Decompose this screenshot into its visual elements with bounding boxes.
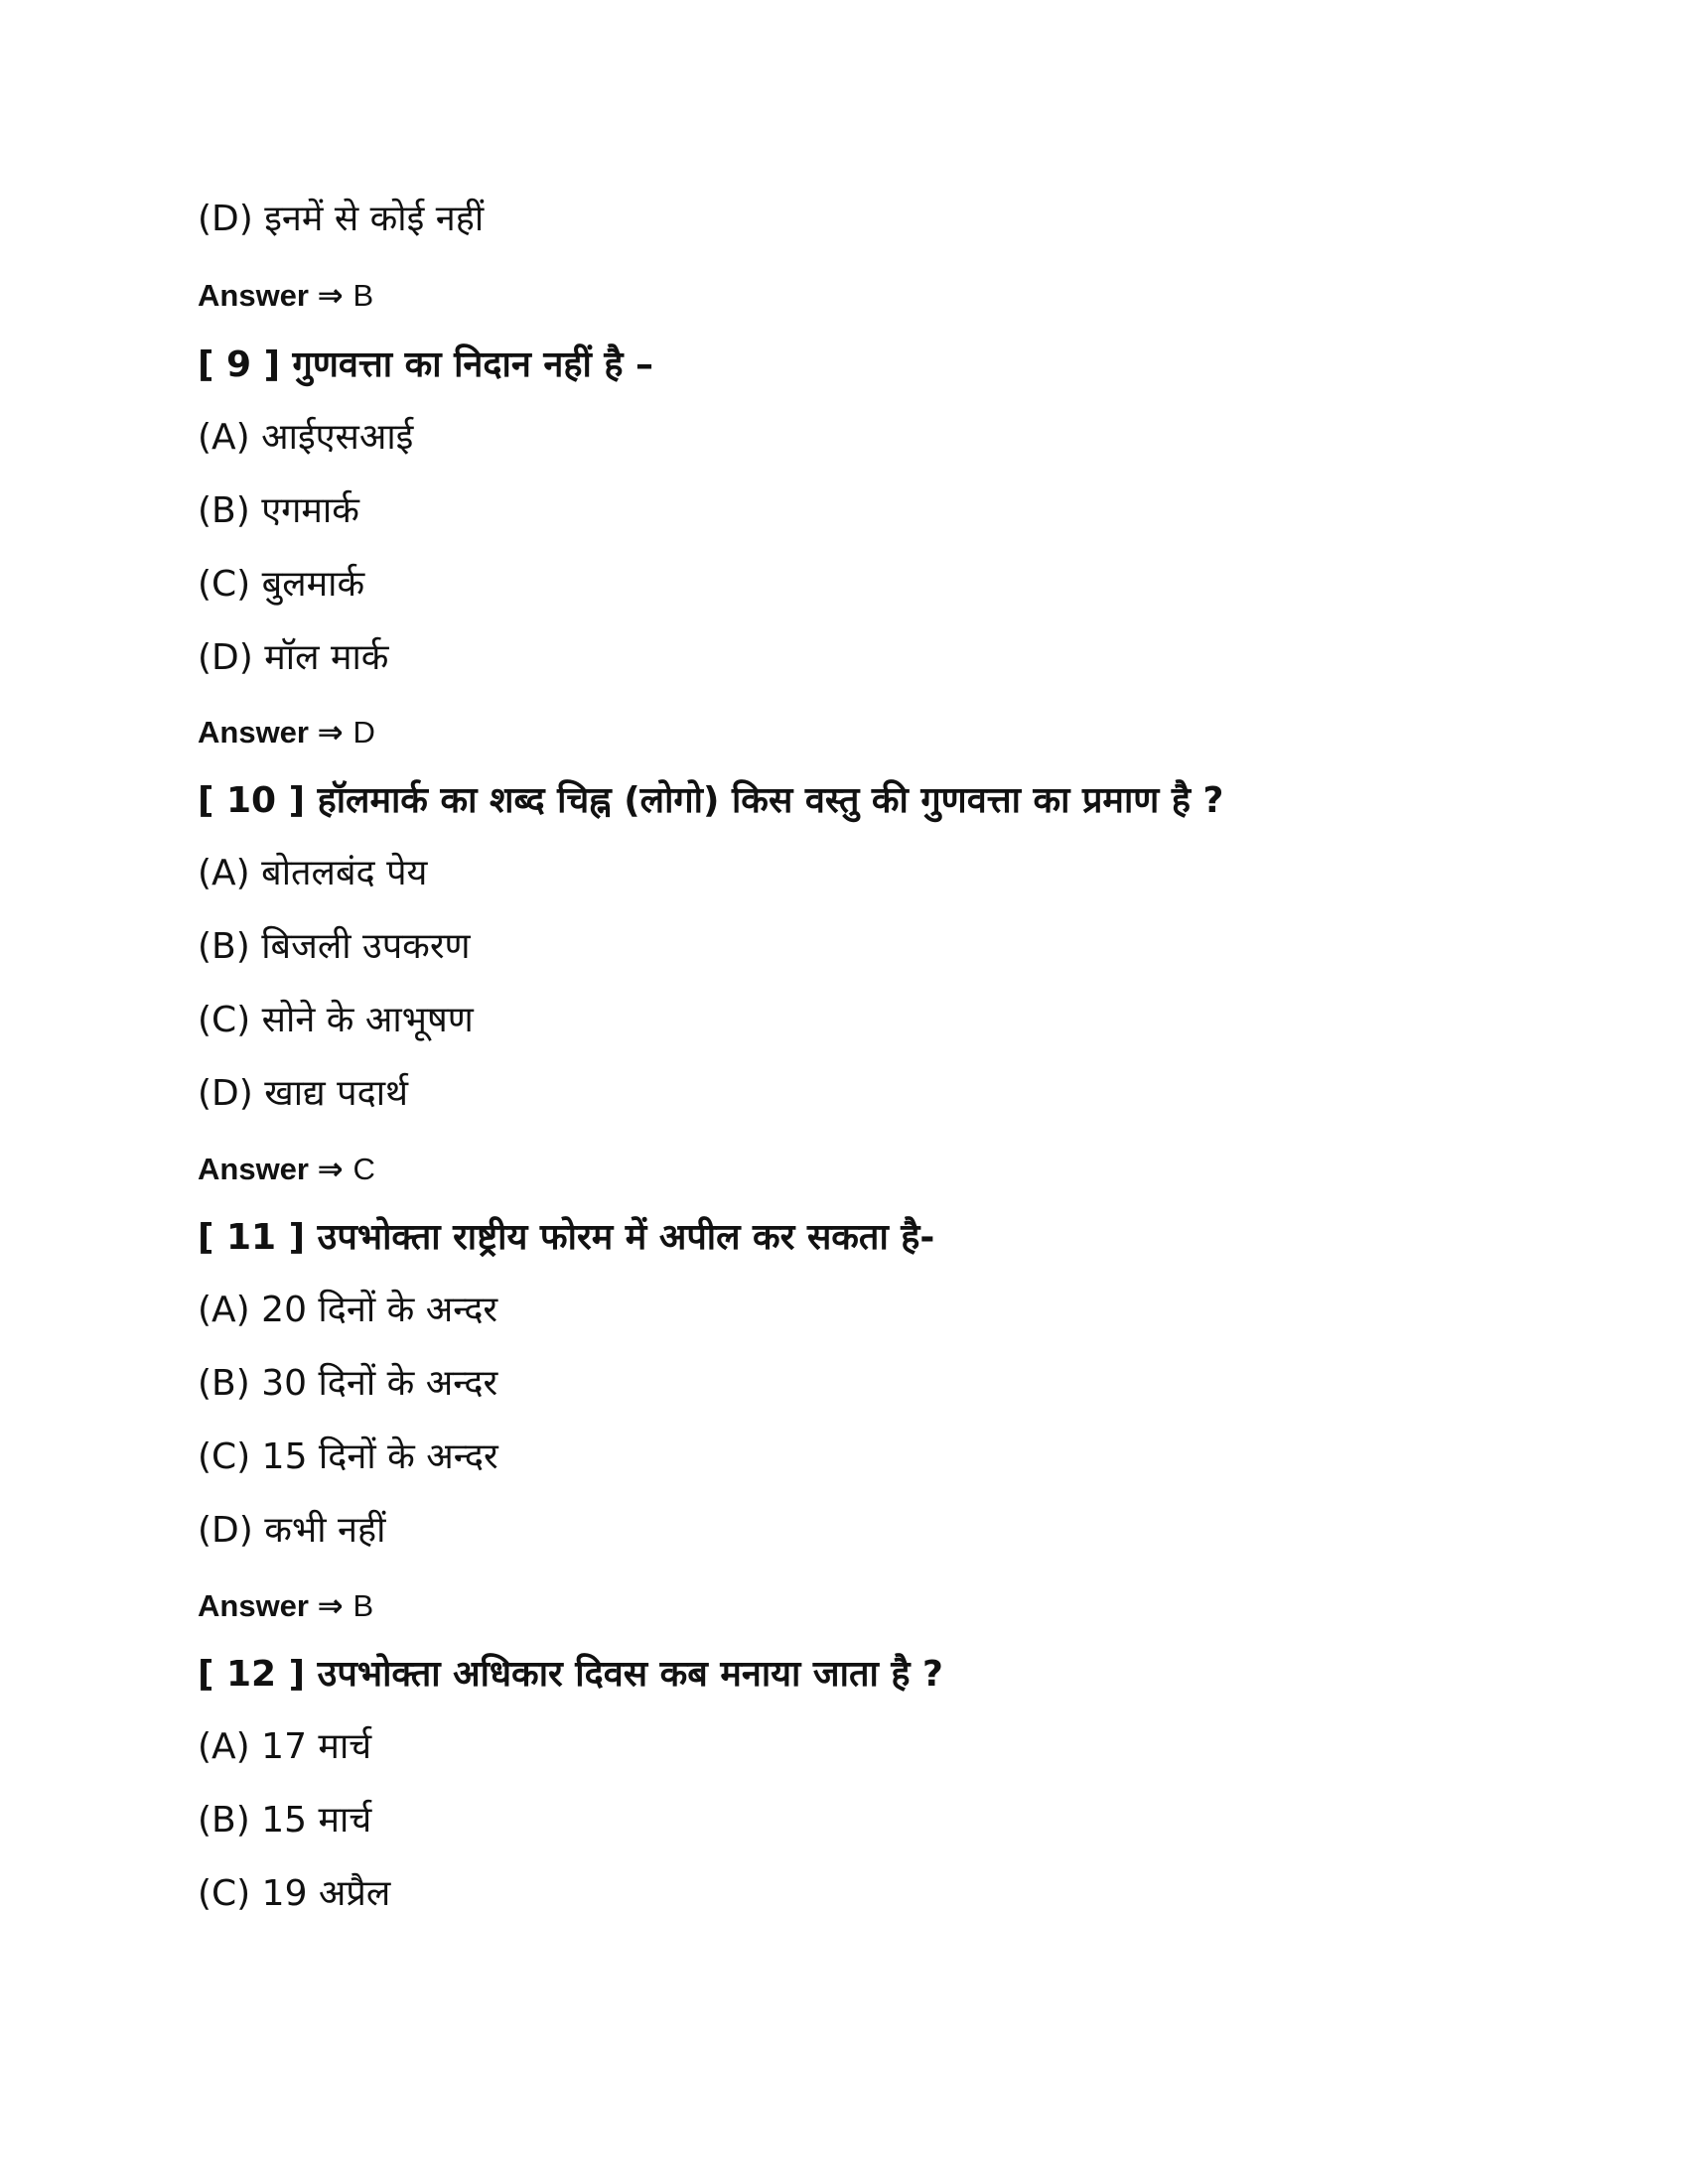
q12-option-c: (C) 19 अप्रैल: [198, 1873, 391, 1914]
q11-option-d: (D) कभी नहीं: [198, 1510, 386, 1551]
q11-option-a: (A) 20 दिनों के अन्दर: [198, 1290, 498, 1330]
q9-answer: [198, 717, 375, 749]
q10-option-a: (A) बोतलबंद पेय: [198, 853, 428, 893]
answer-value: C: [352, 1152, 375, 1186]
answer-label: Answer ⇒: [198, 278, 344, 313]
q10-question: [ 10 ] हॉलमार्क का शब्द चिह्न (लोगो) किस वस्तु की गुणवत्ता का प्रमाण है ?: [198, 780, 1224, 821]
q11-question: [ 11 ] उपभोक्ता राष्ट्रीय फोरम में अपील कर सकता है-: [198, 1217, 935, 1258]
answer-label: Answer ⇒: [198, 715, 344, 750]
q10-answer: [198, 1154, 375, 1185]
q10-option-c: (C) सोने के आभूषण: [198, 1000, 474, 1040]
q9-option-b: (B) एगमार्क: [198, 490, 359, 531]
q9-option-a: (A) आईएसआई: [198, 417, 414, 458]
q11-option-c: (C) 15 दिनों के अन्दर: [198, 1436, 498, 1477]
answer-value: B: [352, 278, 374, 313]
q12-option-a: (A) 17 मार्च: [198, 1726, 372, 1767]
q12-question: [ 12 ] उपभोक्ता अधिकार दिवस कब मनाया जाता है ?: [198, 1654, 943, 1695]
q9-option-d: (D) मॉल मार्क: [198, 637, 389, 678]
q11-option-b: (B) 30 दिनों के अन्दर: [198, 1363, 498, 1404]
q9-question: [ 9 ] गुणवत्ता का निदान नहीं है –: [198, 344, 653, 385]
q10-option-d: (D) खाद्य पदार्थ: [198, 1073, 409, 1114]
q12-option-b: (B) 15 मार्च: [198, 1800, 372, 1841]
q8-answer: [198, 280, 373, 312]
answer-label: Answer ⇒: [198, 1588, 344, 1623]
answer-value: B: [352, 1588, 374, 1623]
q8-option-d: (D) इनमें से कोई नहीं: [198, 199, 485, 239]
q11-answer: [198, 1590, 373, 1622]
q9-option-c: (C) बुलमार्क: [198, 564, 365, 605]
answer-label: Answer ⇒: [198, 1152, 344, 1186]
q10-option-b: (B) बिजली उपकरण: [198, 926, 471, 967]
answer-value: D: [352, 715, 375, 750]
